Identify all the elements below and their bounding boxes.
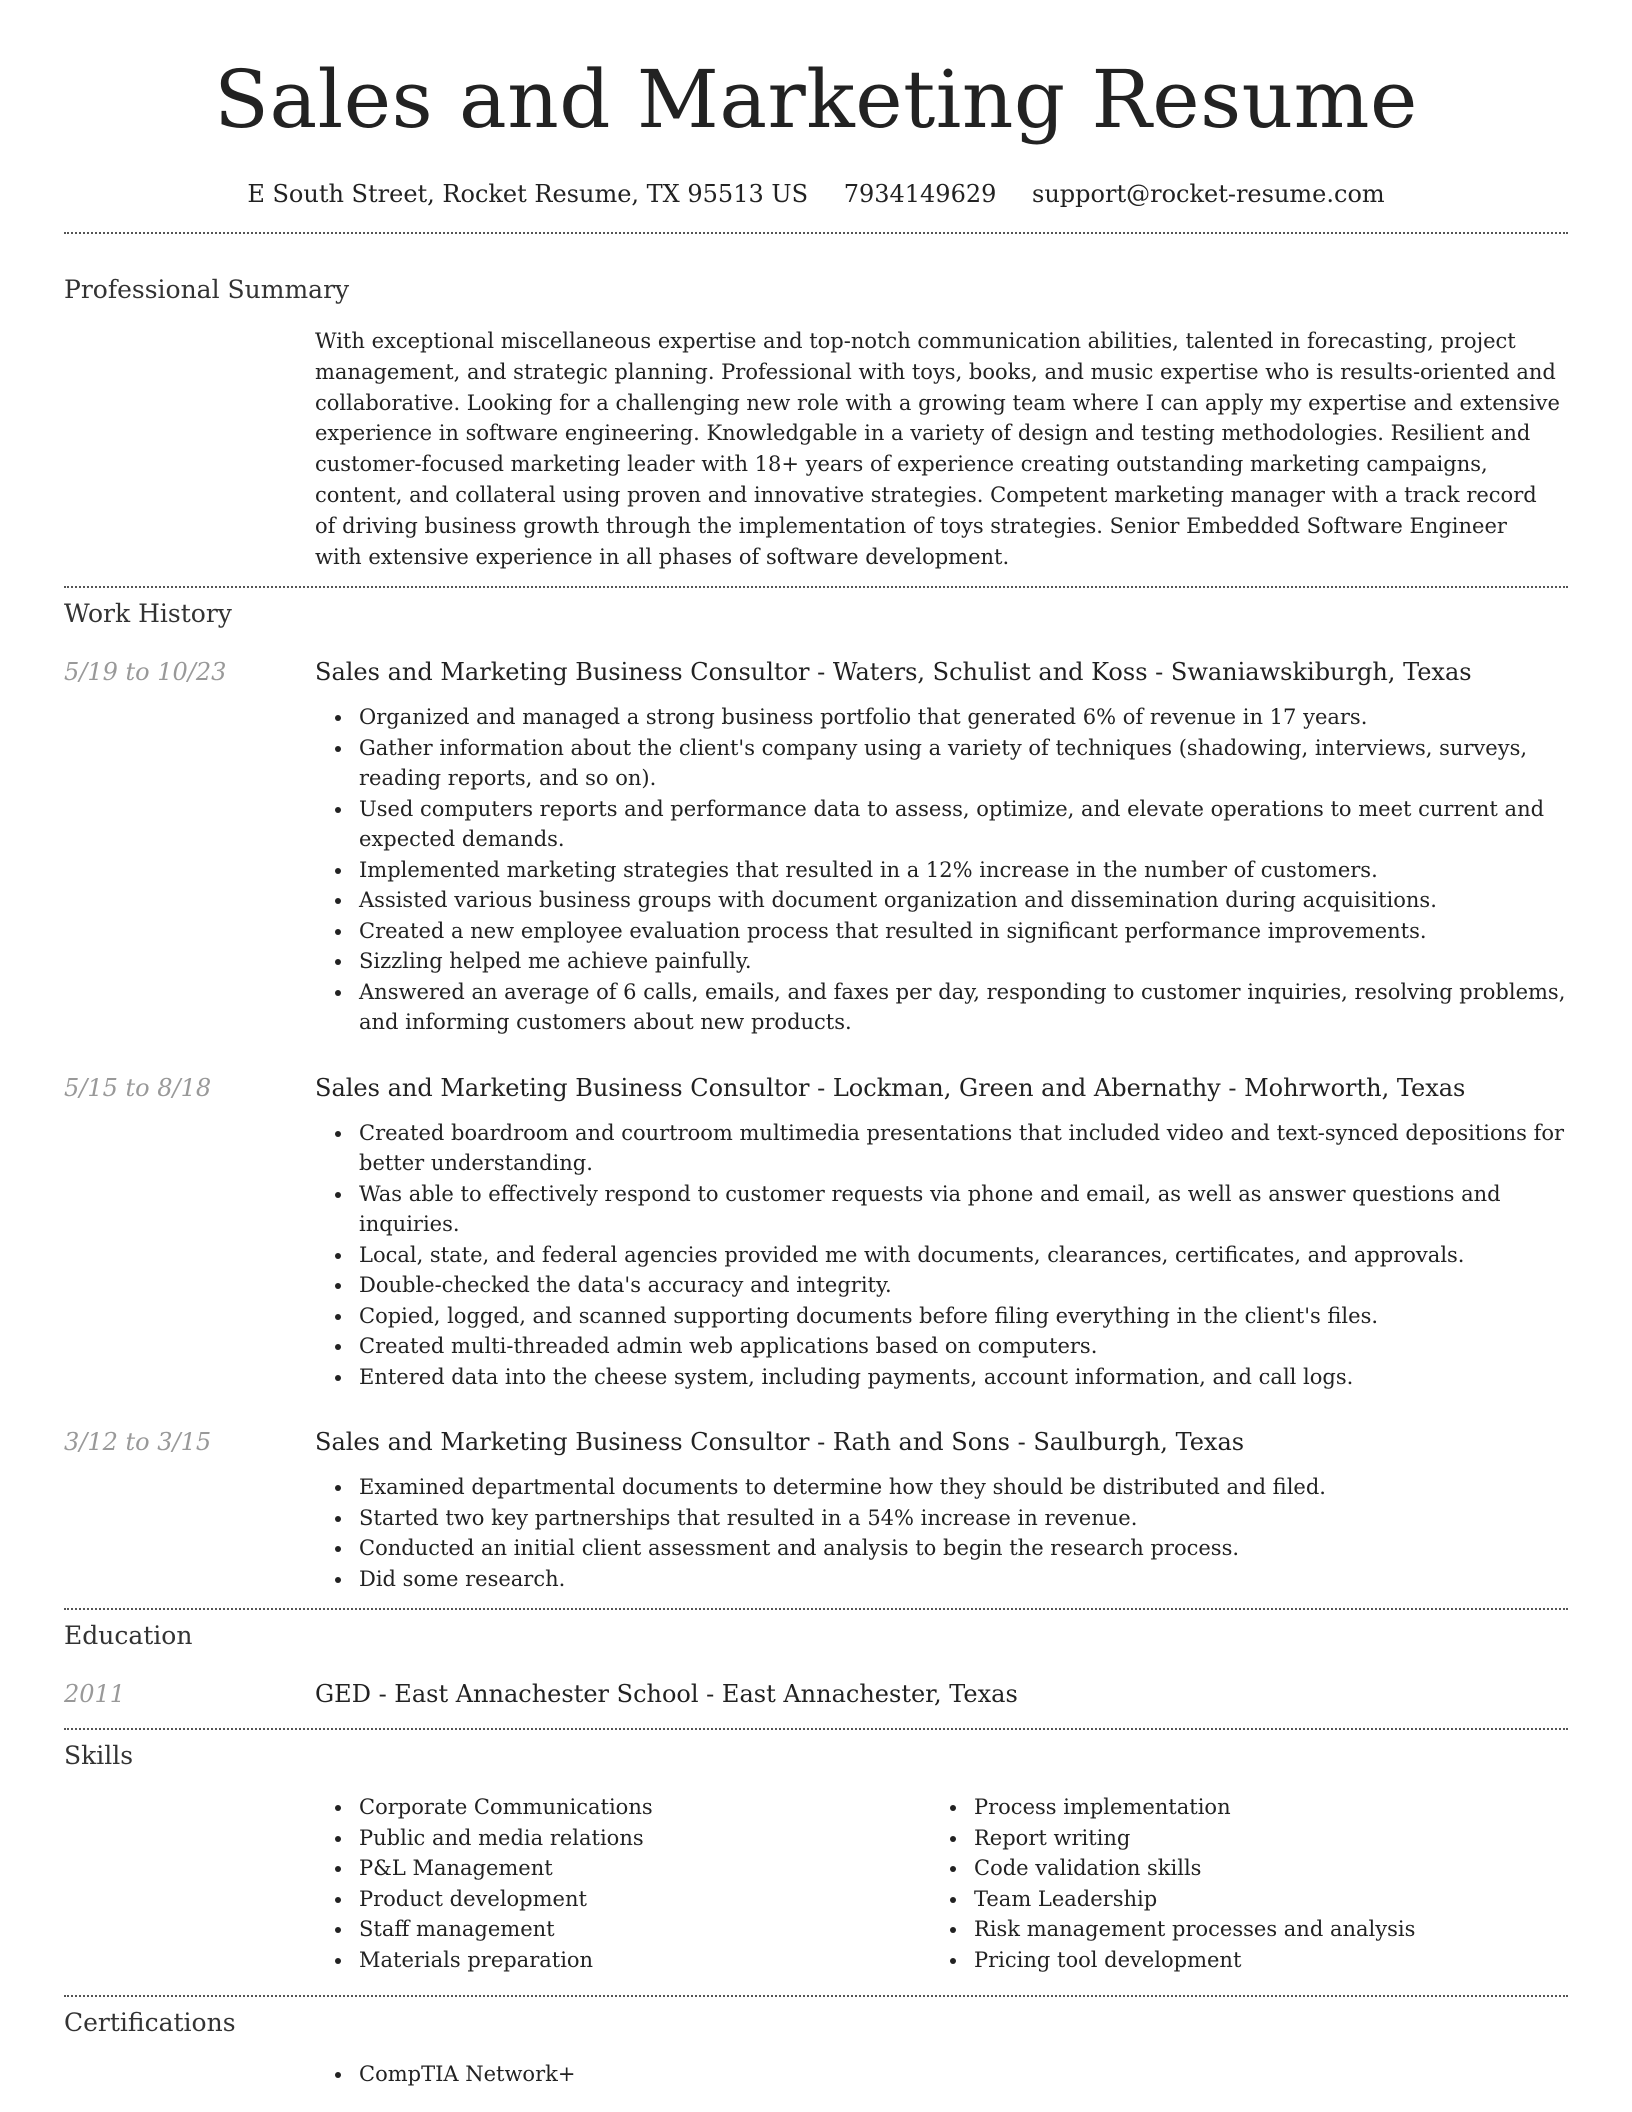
section-title-summary: Professional Summary (64, 275, 350, 304)
list-item: Examined departmental documents to determine how they should be distributed and filed. (315, 1472, 1568, 1503)
list-item: Conducted an initial client assessment and analysis to begin the research process. (315, 1533, 1568, 1564)
skills-list-left (315, 1792, 930, 1975)
list-item: Double-checked the data's accuracy and integrity. (315, 1270, 1568, 1301)
list-item: Organized and managed a strong business portfolio that generated 6% of revenue in 17 years. (315, 702, 1568, 733)
list-item: Public and media relations (315, 1823, 930, 1854)
job-bullets (315, 1118, 1568, 1393)
divider (64, 586, 1568, 588)
work-history-section (64, 598, 1568, 1594)
list-item: Staff management (315, 1914, 930, 1945)
list-item: Materials preparation (315, 1945, 930, 1976)
job-entry (64, 1426, 1568, 1594)
job-dates: 3/12 to 3/15 (64, 1428, 212, 1457)
resume-page (64, 0, 1568, 2112)
list-item: Risk management processes and analysis (930, 1914, 1545, 1945)
education-section (64, 1620, 1568, 1710)
job-heading: Sales and Marketing Business Consultor - Waters, Schulist and Koss - Swaniawskiburgh, Texas (315, 658, 1472, 687)
email-text: support@rocket-resume.com (1032, 180, 1385, 208)
list-item: Corporate Communications (315, 1792, 930, 1823)
list-item: Gather information about the client's company using a variety of techniques (shadowing, interviews, surveys, reading reports, and so on). (315, 733, 1568, 794)
list-item: Entered data into the cheese system, including payments, account information, and call logs. (315, 1362, 1568, 1393)
list-item: Copied, logged, and scanned supporting documents before filing everything in the client's files. (315, 1301, 1568, 1332)
section-title-work: Work History (64, 599, 232, 629)
list-item: Code validation skills (930, 1853, 1545, 1884)
list-item: Team Leadership (930, 1884, 1545, 1915)
divider (64, 232, 1568, 234)
education-year: 2011 (64, 1680, 126, 1709)
list-item: Started two key partnerships that resulted in a 54% increase in revenue. (315, 1503, 1568, 1534)
list-item: Was able to effectively respond to customer requests via phone and email, as well as answer questions and inquiries. (315, 1179, 1568, 1240)
divider (64, 1728, 1568, 1730)
section-title-skills: Skills (64, 1741, 134, 1771)
list-item: Used computers reports and performance data to assess, optimize, and elevate operations to meet current and expected demands. (315, 794, 1568, 855)
resume-header (64, 0, 1568, 210)
list-item: Did some research. (315, 1564, 1568, 1595)
job-heading: Sales and Marketing Business Consultor - Lockman, Green and Abernathy - Mohrworth, Texas (315, 1073, 1466, 1102)
section-title-education: Education (64, 1621, 193, 1651)
job-entry (64, 1072, 1568, 1393)
list-item: Created multi-threaded admin web applications based on computers. (315, 1331, 1568, 1362)
list-item: Pricing tool development (930, 1945, 1545, 1976)
list-item: Created boardroom and courtroom multimedia presentations that included video and text-synced depositions for better understanding. (315, 1118, 1568, 1179)
list-item: CompTIA Network+ (315, 2059, 1568, 2090)
list-item: Assisted various business groups with document organization and dissemination during acquisitions. (315, 885, 1568, 916)
summary-text: With exceptional miscellaneous expertise and top-notch communication abilities, talented in forecasting, project management, and strategic planning. Professional with toys, books, and music expertise who is results-oriented and collaborative. Looking for a challenging new role with a growing team where I can apply my expertise and extensive experience in software engineering. Knowledgable in a variety of design and testing methodologies. Resilient and customer-focused marketing leader with 18+ years of experience creating outstanding marketing campaigns, content, and collateral using proven and innovative strategies. Competent marketing manager with a track record of driving business growth through the implementation of toys strategies. Senior Embedded Software Engineer with extensive experience in all phases of software development. (315, 329, 1560, 569)
resume-title: Sales and Marketing Resume (214, 53, 1418, 146)
list-item: Sizzling helped me achieve painfully. (315, 946, 1568, 977)
skills-list-right (930, 1792, 1545, 1975)
certifications-list (315, 2059, 1568, 2090)
job-bullets (315, 1472, 1568, 1594)
list-item: Process implementation (930, 1792, 1545, 1823)
job-heading: Sales and Marketing Business Consultor - Rath and Sons - Saulburgh, Texas (315, 1428, 1245, 1457)
list-item: Report writing (930, 1823, 1545, 1854)
contact-line (64, 178, 1568, 210)
phone-text: 7934149629 (843, 180, 997, 208)
skills-section (64, 1740, 1568, 1975)
job-dates: 5/19 to 10/23 (64, 658, 227, 687)
address-text: E South Street, Rocket Resume, TX 95513 US (247, 180, 809, 208)
summary-section (64, 274, 1568, 572)
list-item: Created a new employee evaluation process that resulted in significant performance improvements. (315, 916, 1568, 947)
divider (64, 1608, 1568, 1610)
job-dates: 5/15 to 8/18 (64, 1073, 212, 1102)
list-item: Product development (315, 1884, 930, 1915)
job-bullets (315, 702, 1568, 1038)
divider (64, 1995, 1568, 1997)
list-item: P&L Management (315, 1853, 930, 1884)
list-item: Answered an average of 6 calls, emails, and faxes per day, responding to customer inquiries, resolving problems, and informing customers about new products. (315, 977, 1568, 1038)
job-entry (64, 656, 1568, 1038)
certifications-section (64, 2007, 1568, 2090)
education-heading: GED - East Annachester School - East Annachester, Texas (315, 1680, 1018, 1709)
list-item: Local, state, and federal agencies provided me with documents, clearances, certificates, and approvals. (315, 1240, 1568, 1271)
list-item: Implemented marketing strategies that resulted in a 12% increase in the number of customers. (315, 855, 1568, 886)
section-title-certifications: Certifications (64, 2008, 236, 2038)
